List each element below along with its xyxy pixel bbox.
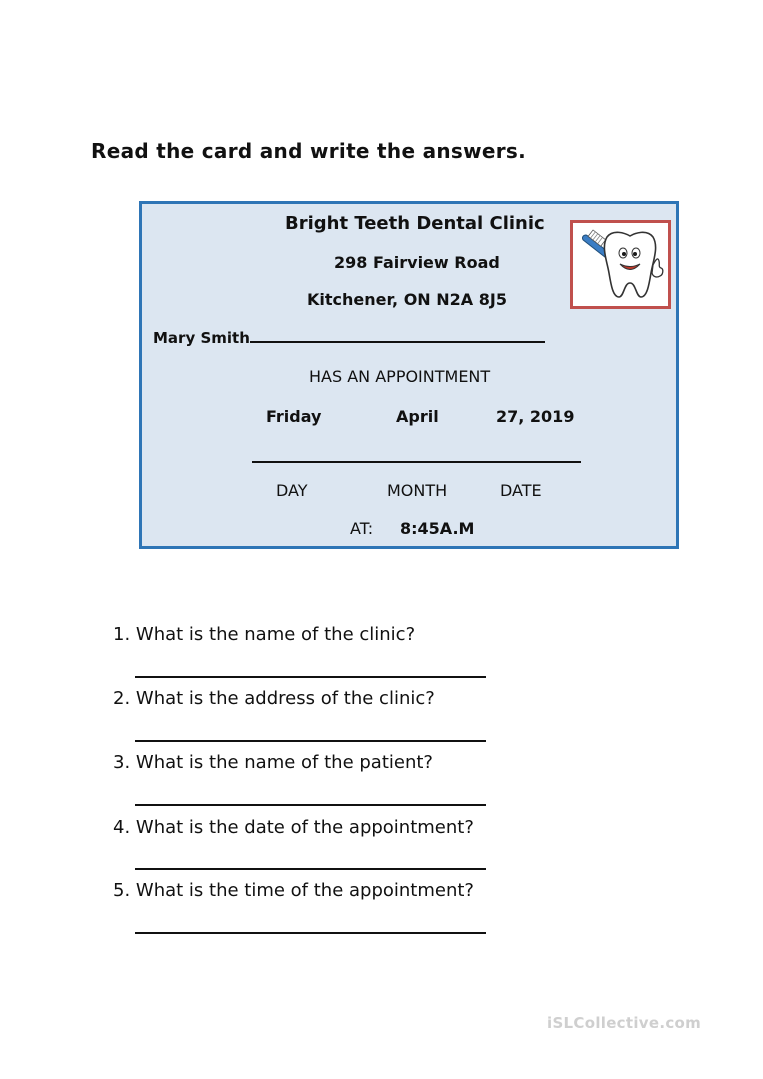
patient-name: Mary Smith [153,329,250,347]
question-2: 2. What is the address of the clinic? [113,688,435,709]
answer-line-2[interactable] [135,740,486,742]
tooth-logo-frame [570,220,671,309]
day-label: DAY [276,481,308,500]
tooth-toothbrush-icon [573,223,668,306]
clinic-city: Kitchener, ON N2A 8J5 [307,290,507,309]
patient-name-underline [250,327,545,343]
time-at-label: AT: [350,519,374,538]
appointment-date: 27, 2019 [496,407,575,426]
answer-line-4[interactable] [135,868,486,870]
date-label: DATE [500,481,542,500]
appointment-time: 8:45A.M [400,519,475,538]
instruction-heading: Read the card and write the answers. [91,139,527,163]
answer-line-1[interactable] [135,676,486,678]
question-4: 4. What is the date of the appointment? [113,817,474,838]
answer-line-5[interactable] [135,932,486,934]
clinic-name: Bright Teeth Dental Clinic [285,213,545,234]
clinic-address: 298 Fairview Road [334,253,500,272]
answer-line-3[interactable] [135,804,486,806]
month-label: MONTH [387,481,448,500]
appointment-day: Friday [266,407,322,426]
question-1: 1. What is the name of the clinic? [113,624,416,645]
has-appointment-text: HAS AN APPOINTMENT [309,367,491,386]
patient-line [153,327,545,347]
appointment-month: April [396,407,439,426]
date-divider-line [252,461,581,463]
question-3: 3. What is the name of the patient? [113,752,433,773]
site-watermark: iSLCollective.com [547,1014,702,1032]
question-5: 5. What is the time of the appointment? [113,880,474,901]
